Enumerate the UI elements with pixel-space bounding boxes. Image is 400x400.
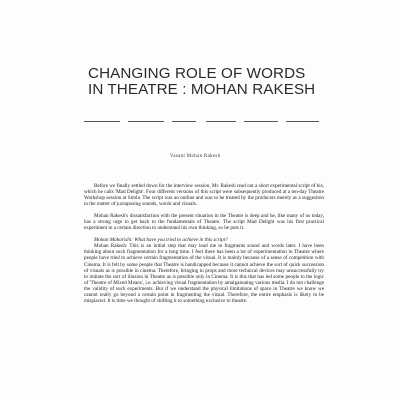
divider [286, 121, 319, 122]
interview-answer: Mohan Rakesh: This is an initial step that may lead me to fragments sound and words later. I have been thinking about such fragmentation for a long time. I feel there has been a lot of experimentation in Theatre where people have tried to achieve certain fragmentation of the visual. It is mainly because of a sense of competition with Cinema. It is felt by some people that Theatre is handicapped because it cannot achieve the sort of quick succession of visuals as is possible in cinema. Therefore, bringing in props and more technical devices may unsuccessfully try to imitate the sort of illusion in Theatre as is possible only in Cinema. It is this that has led some people to the logic of 'Theatre of Mixed Means', i.e. achieving visual fragmentation by amalgamating various media. I do not challenge the validity of such experiments. But if we understand the physical limitations of space in Theatre we know we cannot really go beyond a certain point in fragmenting the visual. Therefore, the entire emphasis is likely to be misplaced. It is time we thought of shifting it to something exclusive to theatre. [84, 243, 324, 304]
title-rules [84, 121, 319, 127]
divider [206, 121, 236, 122]
author-byline: Vasant Mohan Rakesh [170, 154, 221, 159]
title-line-2: IN THEATRE : MOHAN RAKESH [88, 80, 316, 98]
paragraph: Before we finally settled down for the interview session, Mr. Rakesh read out a short experimental script of his, which he calls 'Mad Delight'. Four different versions of this script were subsequently produced at a ten-day Theatre Workshop session at Simla. The script was an outline and was to be treated by the producers merely as a suggestion in the matter of juxtaposing sounds, words and visuals. [84, 183, 324, 208]
interview-question: Mohan Maharishi: What have you tried to achieve in this script? [94, 237, 228, 244]
article-title [88, 66, 348, 97]
divider [172, 121, 196, 122]
divider [128, 121, 164, 122]
divider [84, 121, 120, 122]
article-body [84, 183, 324, 304]
paragraph: Mohan Rakesh's dissatisfaction with the present situation in the Theatre is deep and he, like many of us today, has a strong urge to get back to the fundamentals of Theatre. The script Mad Delight was his first practical experiment in a certain direction to understand his own thinking, so he puts it. [84, 213, 324, 232]
divider [244, 121, 278, 122]
title-line-1: CHANGING ROLE OF WORDS [88, 65, 306, 82]
